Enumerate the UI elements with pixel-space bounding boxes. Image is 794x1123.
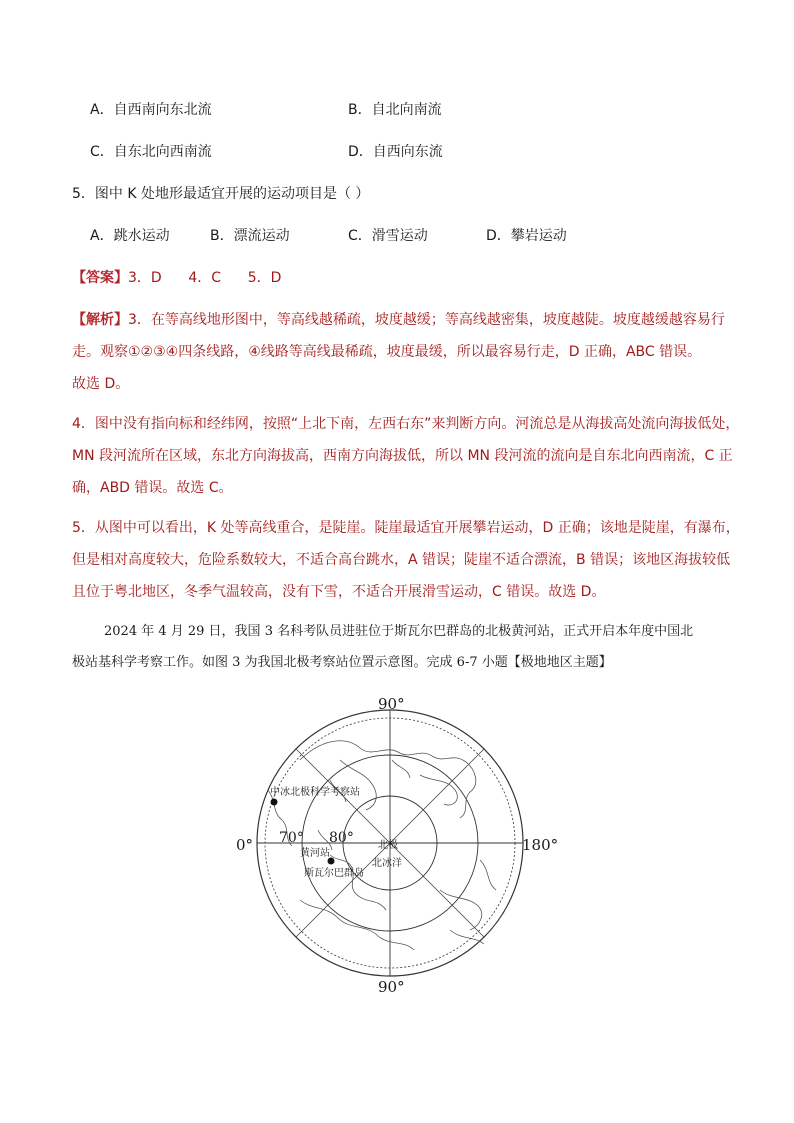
analysis-5-line-2: 但是相对高度较大，危险系数较大，不适合高台跳水，A 错误；陡崖不适合漂流，B 错误；该地区海拔较低 bbox=[72, 552, 731, 568]
q5-option-a: A．跳水运动 bbox=[90, 228, 170, 244]
label-90-bottom: 90° bbox=[378, 978, 405, 996]
label-lat-80: 80° bbox=[329, 830, 354, 846]
analysis-4-line-2: MN 段河流所在区域，东北方向海拔高，西南方向海拔低，所以 MN 段河流的流向是自东北向西南流，C 正 bbox=[72, 448, 733, 464]
label-yellow-river-station: 黄河站 bbox=[300, 848, 330, 859]
label-180: 180° bbox=[522, 836, 559, 854]
material-intro-line-1: 2024 年 4 月 29 日，我国 3 名科考队员进驻位于斯瓦尔巴群岛的北极黄河站，正式开启本年度中国北 bbox=[104, 624, 694, 639]
analysis-3-line-2: 走。观察①②③④四条线路，④线路等高线最稀疏，坡度最缓，所以最容易行走，D 正确，ABC 错误。 bbox=[72, 344, 702, 360]
answer-label: 【答案】 bbox=[72, 270, 128, 286]
analysis-3-line-1: 3．在等高线地形图中，等高线越稀疏，坡度越缓；等高线越密集，坡度越陡。坡度越缓越容易行 bbox=[128, 312, 725, 328]
q5-stem: 5．图中 K 处地形最适宜开展的运动项目是（ ） bbox=[72, 186, 370, 202]
answer-text: 3．D 4．C 5．D bbox=[128, 270, 282, 286]
q5-option-d: D．攀岩运动 bbox=[486, 228, 567, 244]
china-iceland-station-marker bbox=[271, 799, 278, 806]
label-90-top: 90° bbox=[378, 695, 405, 713]
q4-option-b: B．自北向南流 bbox=[348, 102, 442, 118]
analysis-label: 【解析】 bbox=[72, 312, 128, 328]
label-arctic-ocean: 北冰洋 bbox=[372, 858, 402, 869]
q4-option-a: A．自西南向东北流 bbox=[90, 102, 212, 118]
analysis-5-line-3: 且位于粤北地区，冬季气温较高，没有下雪，不适合开展滑雪运动，C 错误。故选 D。 bbox=[72, 584, 606, 600]
label-china-iceland-station: 中冰北极科学考察站 bbox=[270, 787, 360, 798]
label-north-pole: 北极 bbox=[378, 840, 398, 851]
material-intro-line-2: 极站基科学考察工作。如图 3 为我国北极考察站位置示意图。完成 6-7 小题【极地地区主题】 bbox=[72, 655, 612, 670]
q4-option-d: D．自西向东流 bbox=[348, 144, 443, 160]
analysis-4-line-3: 确，ABD 错误。故选 C。 bbox=[72, 480, 233, 496]
q5-option-b: B．漂流运动 bbox=[210, 228, 290, 244]
q5-option-c: C．滑雪运动 bbox=[348, 228, 428, 244]
label-lat-70: 70° bbox=[279, 830, 304, 846]
label-0: 0° bbox=[236, 836, 254, 854]
label-svalbard: 斯瓦尔巴群岛 bbox=[304, 868, 364, 879]
analysis-3-line-3: 故选 D。 bbox=[72, 376, 130, 392]
q4-option-c: C．自东北向西南流 bbox=[90, 144, 212, 160]
analysis-4-line-1: 4．图中没有指向标和经纬网，按照“上北下南，左西右东”来判断方向。河流总是从海拔高处流向海拔低处， bbox=[72, 416, 740, 432]
analysis-5-line-1: 5．从图中可以看出，K 处等高线重合，是陡崖。陡崖最适宜开展攀岩运动，D 正确；该地是陡崖，有瀑布， bbox=[72, 520, 740, 536]
